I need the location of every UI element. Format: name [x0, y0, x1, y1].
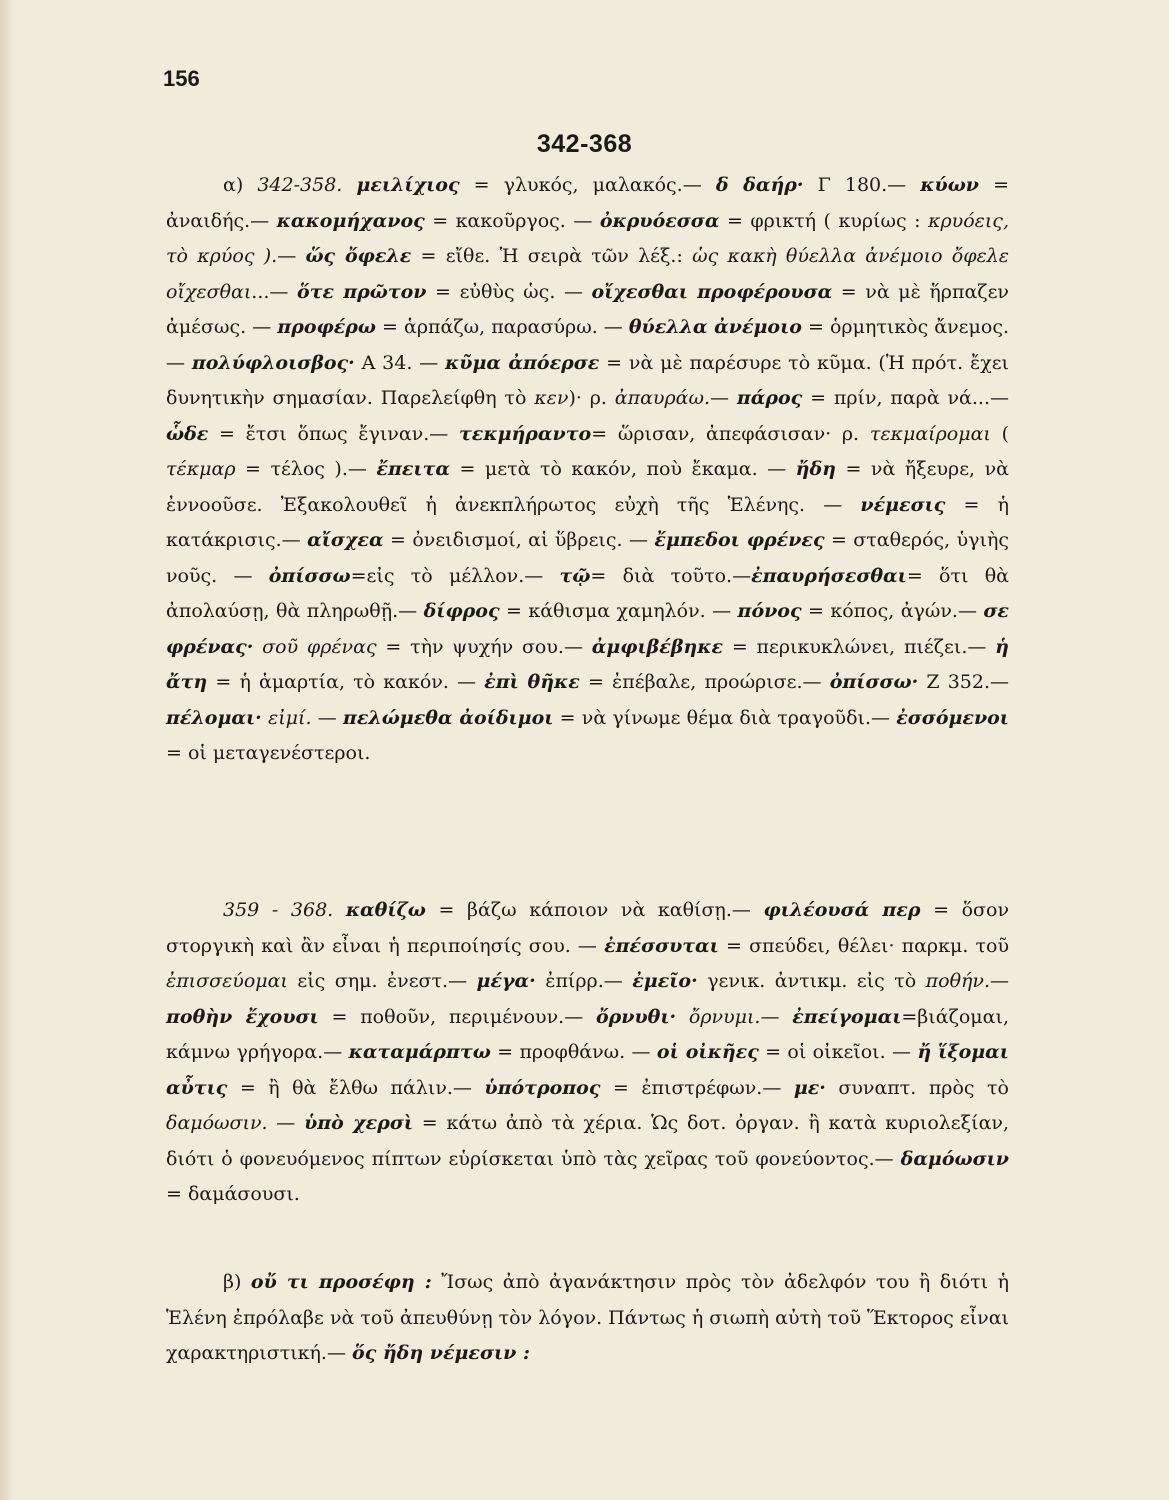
- text-run: Α 34. —: [354, 351, 446, 374]
- keyword-run: ὅτε πρῶτον: [297, 280, 427, 303]
- text-run: = νὰ μὲ ἥρπαζεν ἀμέσως. —: [166, 280, 1009, 338]
- keyword-run: ἐπείγομαι: [792, 1005, 902, 1028]
- text-run: = οἱ μεταγενέστεροι.: [166, 742, 371, 764]
- keyword-run: πάρος: [736, 387, 803, 409]
- text-run: = εὐθὺς ὡς. —: [426, 280, 592, 303]
- text-run: Ἴσως ἀπὸ ἀγανάκτησιν πρὸς τὸν ἀδελφόν του ἢ διότι ἡ Ἑλένη ἐπρόλαβε νὰ τοῦ ἀπευθύνῃ τὸν λόγον. Πάντως ἡ σιωπὴ αὐτὴ τοῦ Ἕκτορος εἶναι χαρακτηριστική.—: [166, 1271, 1009, 1364]
- section-title: 342-368: [536, 130, 633, 158]
- italic-run: εἰμί.: [268, 706, 312, 729]
- keyword-run: νέμεσις: [860, 493, 946, 516]
- text-run: = σπεύδει, θέλει· παρκμ. τοῦ: [718, 934, 1010, 957]
- italic-run: ἀπαυράω.: [614, 387, 710, 409]
- text-run: = ἐπιστρέφων.—: [600, 1076, 794, 1099]
- text-run: = δαμάσουσι.: [166, 1183, 300, 1205]
- text-run: = ποθοῦν, περιμένουν.—: [318, 1005, 596, 1028]
- text-run: [676, 1006, 689, 1028]
- keyword-run: πόνος: [737, 600, 802, 622]
- text-run: [342, 174, 356, 196]
- text-run: = κάτω ἀπὸ τὰ χέρια. Ὡς δοτ. ὀργαν. ἢ κατὰ κυριολεξίαν, διότι ὁ φονευόμενος πίπτων εὑρίσκεται ὑπὸ τὰς χεῖρας τοῦ φονεύοντος.—: [166, 1112, 1009, 1170]
- keyword-run: ὧδε: [166, 422, 209, 445]
- text-run: [333, 899, 346, 921]
- italic-run: ὄρνυμι.: [688, 1005, 761, 1028]
- text-run: = ἡ κατάκρισις.—: [166, 493, 1009, 551]
- text-run: —: [990, 970, 1009, 992]
- text-run: = περικυκλώνει, πιέζει.—: [723, 635, 996, 658]
- keyword-run: ἐπὶ θῆκε: [484, 671, 580, 693]
- italic-run: ἐπισσεύομαι: [166, 970, 288, 992]
- text-run: = διὰ τοῦτο.—: [590, 564, 752, 587]
- keyword-run: οἴχεσθαι προφέρουσα: [591, 280, 833, 303]
- text-run: )· ρ.: [568, 387, 615, 409]
- italic-run: 359 - 368.: [223, 899, 334, 921]
- keyword-run: ὑπὸ χερσὶ: [304, 1112, 414, 1134]
- text-run: —: [267, 1112, 305, 1134]
- keyword-run: δαμόωσιν: [900, 1147, 1009, 1170]
- keyword-run: με·: [793, 1076, 826, 1099]
- keyword-run: ὀπίσσω·: [829, 671, 919, 693]
- keyword-run: ἐπέσσυται: [604, 934, 719, 957]
- text-run: = κόπος, ἀγών.—: [801, 600, 984, 622]
- commentary-paragraph-c: [166, 1265, 1009, 1372]
- text-run: = ἢ θὰ ἔλθω πάλιν.—: [227, 1076, 485, 1099]
- italic-run: κεν: [534, 387, 569, 409]
- commentary-paragraph-b: [166, 893, 1009, 1213]
- keyword-run: ποθὴν ἔχουσι: [166, 1005, 319, 1028]
- italic-run: κρυόεις, τὸ κρύος ).: [166, 209, 1009, 267]
- keyword-run: τεκμήραντο: [459, 422, 592, 445]
- keyword-run: ἡ ἄτη: [166, 635, 1009, 693]
- text-run: = ὀνειδισμοί, αἱ ὕβρεις. —: [383, 529, 655, 551]
- italic-run: τεκμαίρομαι: [869, 422, 991, 445]
- keyword-run: οὔ τι προσέφη :: [250, 1271, 432, 1293]
- text-run: =εἰς τὸ μέλλον.—: [350, 564, 560, 587]
- keyword-run: θύελλα ἀνέμοιο: [628, 316, 802, 338]
- keyword-run: κακομήχανος: [276, 209, 425, 232]
- text-run: = εἴθε. Ἡ σειρὰ τῶν λέξ.:: [411, 245, 693, 267]
- text-run: = τὴν ψυχήν σου.—: [376, 635, 592, 658]
- keyword-run: πέλομαι·: [166, 706, 262, 729]
- italic-run: δαμόωσιν.: [166, 1112, 268, 1134]
- text-run: εἰς σημ. ἐνεστ.—: [287, 970, 477, 992]
- text-run: = ἡ ἁμαρτία, τὸ κακόν. —: [207, 671, 485, 693]
- text-run: α): [223, 174, 258, 196]
- text-run: = γλυκός, μαλακός.—: [459, 174, 716, 196]
- text-run: =βιάζομαι, κάμνω γρήγορα.—: [166, 1005, 1009, 1063]
- keyword-run: αἴσχεα: [307, 529, 384, 551]
- italic-run: τέκμαρ: [166, 458, 236, 480]
- text-run: = ὥρισαν, ἀπεφάσισαν· ρ.: [591, 422, 870, 445]
- text-run: = νὰ ἤξευρε, νὰ ἐννοοῦσε. Ἐξακολουθεῖ ἡ ἀνεκπλήρωτος εὐχὴ τῆς Ἑλένης. —: [166, 458, 1009, 516]
- italic-run: ποθήν.: [925, 970, 990, 992]
- page-number: 156: [163, 66, 200, 91]
- keyword-run: ὄρνυθι·: [595, 1005, 677, 1028]
- text-run: ἐπίρρ.—: [535, 970, 633, 992]
- text-run: (: [990, 422, 1009, 445]
- text-run: = κάθισμα χαμηλόν. —: [499, 600, 738, 622]
- text-run: γενικ. ἀντικμ. εἰς τὸ: [697, 970, 926, 992]
- text-run: = νὰ γίνωμε θέμα διὰ τραγοῦδι.—: [553, 706, 897, 729]
- text-run: = ἀναιδής.—: [166, 174, 1009, 232]
- text-run: = τέλος ).—: [235, 458, 377, 480]
- page-edge-shadow: [0, 0, 14, 1500]
- keyword-run: πελώμεθα ἀοίδιμοι: [342, 706, 554, 729]
- keyword-run: οἱ οἰκῆες: [656, 1041, 759, 1063]
- keyword-run: σε φρένας·: [166, 600, 1009, 658]
- keyword-run: ἐσσόμενοι: [896, 706, 1009, 729]
- keyword-run: δ δαήρ·: [715, 174, 804, 196]
- keyword-run: μέγα·: [476, 970, 536, 992]
- text-run: —: [311, 706, 343, 729]
- text-run: = οἱ οἰκεῖοι. —: [758, 1041, 918, 1063]
- text-run: —: [760, 1005, 793, 1028]
- italic-run: ὡς κακὴ θύελλα ἀνέμοιο ὄφελε οἴχεσθαι: [166, 245, 1009, 303]
- keyword-run: ὀπίσσω: [268, 564, 351, 587]
- text-run: συναπτ. πρὸς τὸ: [825, 1076, 1009, 1099]
- keyword-run: ἔπειτα: [376, 458, 450, 480]
- text-run: = ὁρμητικὸς ἄνεμος.—: [166, 316, 1009, 374]
- keyword-run: ὅς ἤδη νέμεσιν :: [352, 1342, 530, 1364]
- keyword-run: κῦμα ἀπόερσε: [445, 351, 600, 374]
- text-run: ...—: [251, 280, 298, 303]
- text-run: = ἐπέβαλε, προώρισε.—: [579, 671, 830, 693]
- text-run: = νὰ μὲ παρέσυρε τὸ κῦμα. (Ἡ πρότ. ἔχει δυνητικὴν σημασίαν. Παρελείφθη τὸ: [166, 351, 1009, 409]
- keyword-run: μειλίχιος: [356, 174, 460, 196]
- commentary-paragraph-a: [166, 168, 1009, 772]
- keyword-run: ὥς ὄφελε: [305, 245, 412, 267]
- keyword-run: ἐπαυρήσεσθαι: [751, 564, 907, 587]
- italic-run: σοῦ φρένας: [262, 635, 377, 658]
- text-run: = ὅτι θὰ ἀπολαύσῃ, θὰ πληρωθῇ.—: [166, 564, 1009, 622]
- text-run: = κακοῦργος. —: [424, 209, 600, 232]
- keyword-run: ἐμεῖο·: [632, 970, 698, 992]
- text-run: = προφθάνω. —: [490, 1041, 657, 1063]
- italic-run: 342-358.: [257, 174, 343, 196]
- text-run: —: [710, 387, 737, 409]
- keyword-run: προφέρω: [277, 316, 376, 338]
- text-run: = βάζω κάποιον νὰ καθίσῃ.—: [425, 899, 764, 921]
- keyword-run: ἀμφιβέβηκε: [591, 635, 724, 658]
- text-run: = πρίν, παρὰ νά...—: [802, 387, 1010, 409]
- text-run: = φρικτή ( κυρίως :: [719, 209, 929, 232]
- keyword-run: τῷ: [559, 564, 591, 587]
- text-run: = μετὰ τὸ κακόν, ποὺ ἔκαμα. —: [450, 458, 796, 480]
- keyword-run: κύων: [920, 174, 979, 196]
- keyword-run: ἔμπεδοι φρένες: [654, 529, 825, 551]
- keyword-run: δίφρος: [423, 600, 500, 622]
- text-run: = σταθερός, ὑγιὴς νοῦς. —: [166, 529, 1009, 587]
- keyword-run: πολύφλοισβος·: [191, 351, 355, 374]
- keyword-run: ἤ ἵξομαι αὖτις: [166, 1041, 1009, 1099]
- keyword-run: ὑπότροπος: [484, 1076, 601, 1099]
- text-run: = ἔτσι ὅπως ἔγιναν.—: [208, 422, 459, 445]
- keyword-run: καθίζω: [345, 899, 426, 921]
- keyword-run: καταμάρπτω: [348, 1041, 491, 1063]
- text-run: Γ 180.—: [803, 174, 921, 196]
- text-run: [253, 636, 262, 658]
- keyword-run: φιλέουσά περ: [763, 899, 921, 921]
- text-run: —: [277, 245, 306, 267]
- keyword-run: ὀκρυόεσσα: [599, 209, 720, 232]
- text-run: = ὅσον στοργικὴ καὶ ἂν εἶναι ἡ περιποίησίς σου. —: [166, 899, 1010, 957]
- text-run: β): [223, 1271, 251, 1293]
- keyword-run: ἤδη: [795, 458, 836, 480]
- text-run: Ζ 352.—: [918, 671, 1009, 693]
- text-run: = ἁρπάζω, παρασύρω. —: [375, 316, 629, 338]
